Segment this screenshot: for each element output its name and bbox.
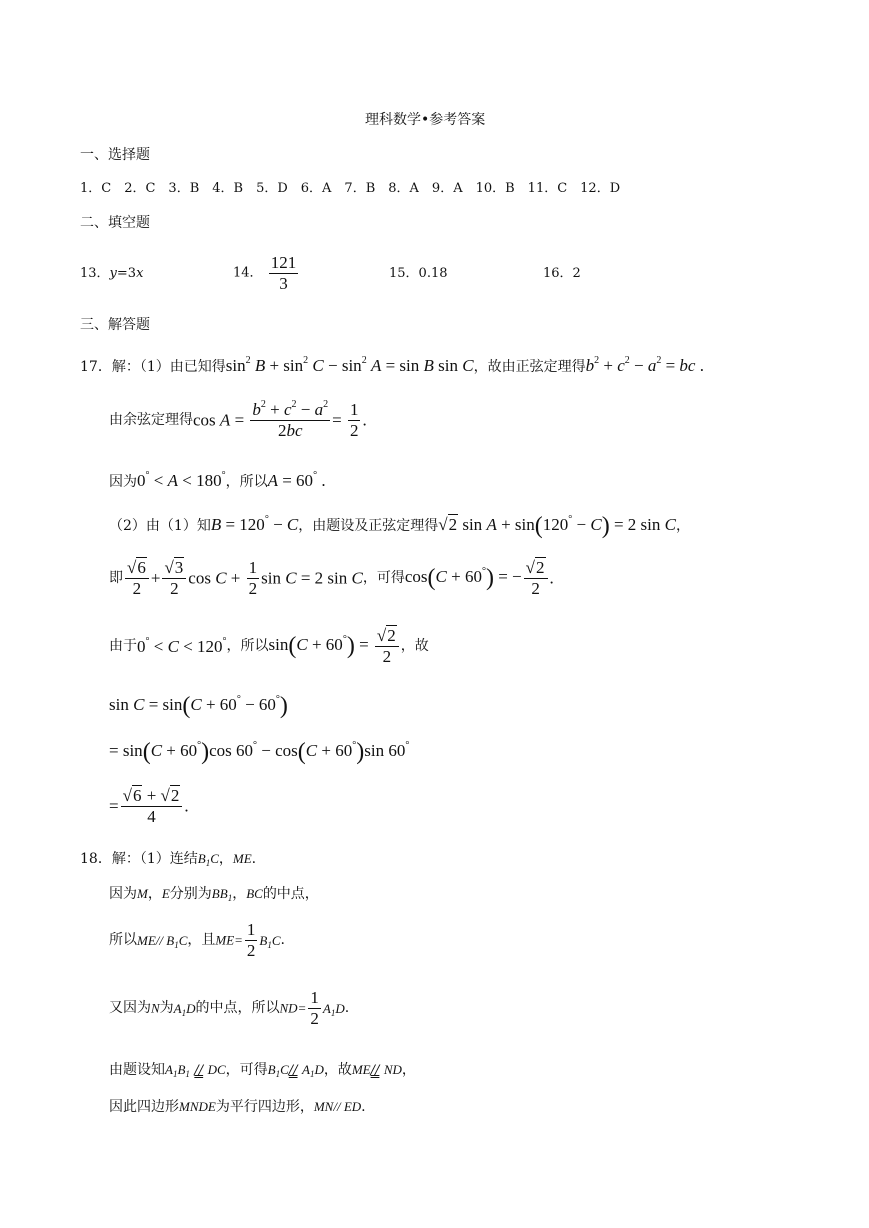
fill-answer-15: 15．0.18 [389,266,448,281]
section-heading-choice: 一、选择题 [80,147,150,163]
p17-line-5: 即 $\frac{√6}{2}$ + $\frac{√3}{2}$ cos C + $\frac{1}{2}$ sin C = 2 sin C，可得cos(C + 60°) = − $\frac{√2}{2}$ . [109,558,554,598]
p17-line-4: （2）由（1）知B = 120° − C，由题设及正弦定理得√2 sin A + sin(120° − C) = 2 sin C， [109,513,690,539]
section-heading-fill: 二、填空题 [80,215,150,231]
p17-line-3: 因为0° < A < 180°，所以A = 60° . [109,470,326,490]
p18-line-6: 因此四边形MNDE为平行四边形，MN// ED. [109,1099,366,1115]
p18-line-4: 又因为N为$A_1D$的中点，所以ND= $\frac{1}{2}$ $A_1D$. [109,988,350,1028]
p18-line-3: 所以ME// $B_1C$，且ME= $\frac{1}{2}$ $B_1C$. [109,920,285,960]
p18-line-5: 由题设知$A_1B_1$ // DC，可得$B_1C//$ $A_1D$，故ME// ND， [109,1062,416,1079]
p18-line-2: 因为M，E分别为$BB_1$，BC的中点， [109,886,319,903]
fill-answer-16: 16．2 [543,266,581,281]
fill-answer-13: 13．y=3x [80,266,144,281]
choice-answers: 1．C 2．C 3．B 4．B 5．D 6．A 7．B 8．A 9．A 10．B 11．C 12．D [80,181,621,196]
p17-line-1: 17．解：（1）由已知得$\sin^2 B + \sin^2 C - \sin^2 A = \sin B$ sin C，故由正弦定理得$b^2 + c^2 - a^2$ = bc . [80,355,704,375]
p17-line-2: 由余弦定理得cos A = $\frac{b^2 + c^2 - a^2}{2bc}$ = $\frac{1}{2}$ . [109,399,367,440]
p17-line-8: = sin(C + 60°)cos 60° − cos(C + 60°)sin 60° [109,739,410,765]
fill-answer-14: 14． $\frac{121}{3}$ [233,253,297,293]
p17-line-7: sin C = sin(C + 60° − 60°) [109,693,288,719]
fraction-121-3: $\frac{121}{3}$ [270,253,297,293]
page-title: 理科数学•参考答案 [365,112,486,128]
p18-line-1: 18．解：（1）连结$B_1C$，ME. [80,851,257,868]
p17-line-6: 由于0° < C < 120°，所以sin(C + 60°) = $\frac{√2}{2}$ ，故 [109,626,429,666]
p17-line-9: = $\frac{√6 + √2}{4}$ . [109,786,189,826]
section-heading-solve: 三、解答题 [80,317,150,333]
